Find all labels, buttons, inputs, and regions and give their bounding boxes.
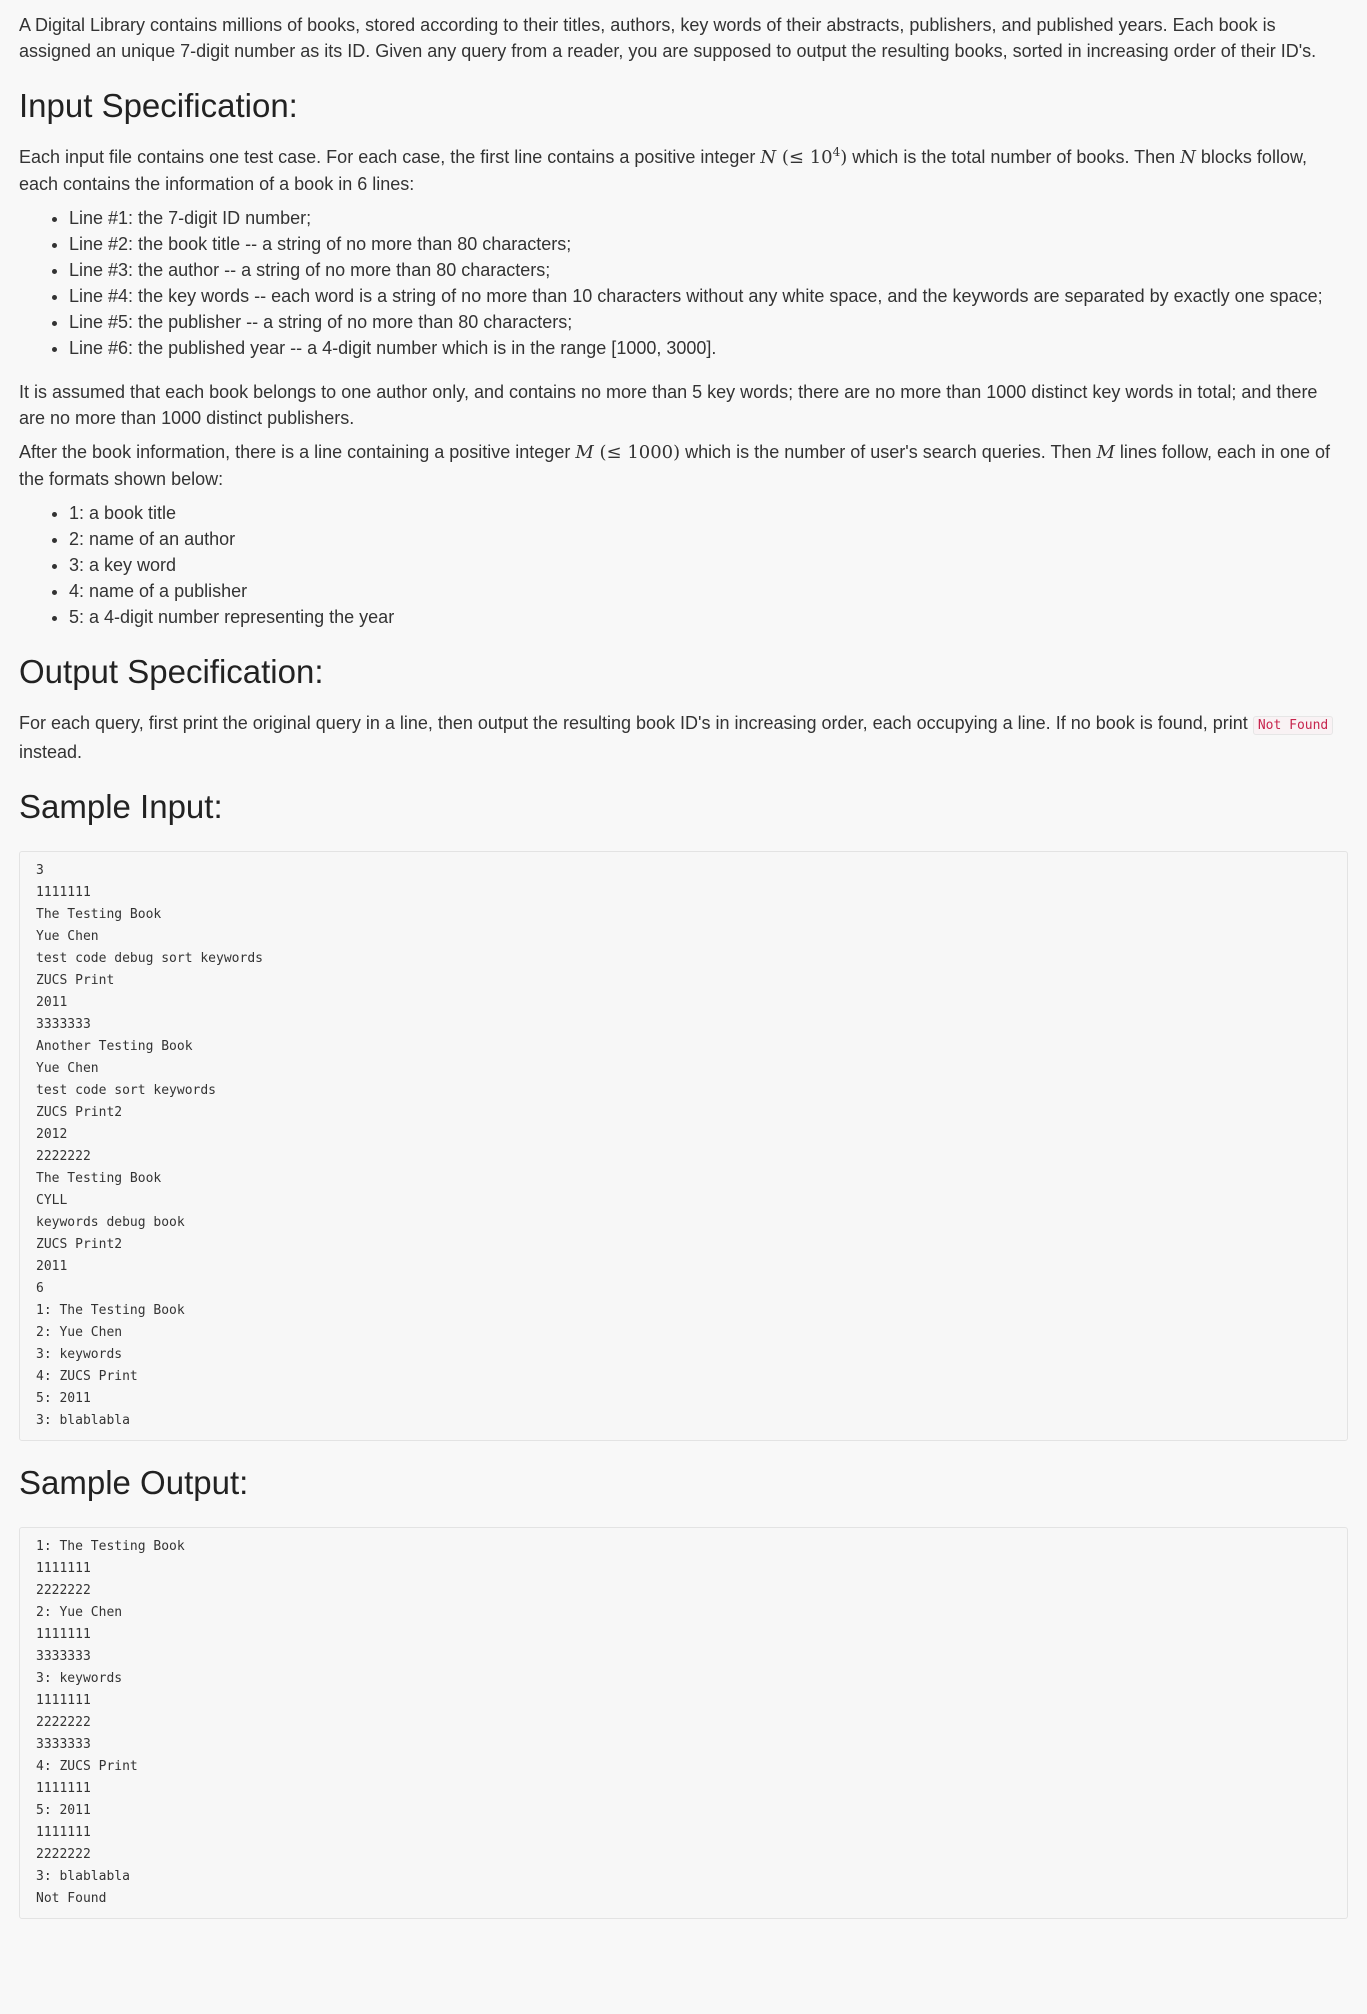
code-line: 2011 [36,995,68,1010]
code-line: 1111111 [36,1693,91,1708]
code-line: 3: blablabla [36,1413,130,1428]
assumption-paragraph: It is assumed that each book belongs to one author only, and contains no more than 5 key words; there are no more than 1000 distinct key words in total; and there are no more than 1000 distinct publishers. [19,382,1318,428]
list-item: • 1: a book title [69,500,1347,526]
code-line: keywords debug book [36,1215,185,1230]
not-found-code: Not Found [1253,716,1333,735]
sample-output-code [19,1527,1348,1919]
list-item: • 2: name of an author [69,526,1347,552]
query-formats-list [19,500,1347,630]
code-line: 2222222 [36,1847,91,1862]
query-paragraph: After the book information, there is a line containing a positive integer M (≤ 1000) which is the number of user's search queries. Then M lines follow, each in one of the formats shown below: [19,442,1331,489]
code-line: Not Found [36,1891,107,1906]
list-item: • Line #2: the book title -- a string of no more than 80 characters; [69,231,1347,257]
code-line: 3: keywords [36,1671,123,1686]
math-bound-m: (≤ 1000) [593,442,681,463]
input-spec-heading: Input Specification: [19,87,298,124]
code-line: 1111111 [36,1561,91,1576]
code-line: ZUCS Print2 [36,1105,123,1120]
code-line: 3333333 [36,1017,91,1032]
code-line: 1111111 [36,885,91,900]
output-spec-heading: Output Specification: [19,653,324,690]
code-line: 3 [36,863,44,878]
code-line: 2: Yue Chen [36,1325,123,1340]
code-line: ZUCS Print2 [36,1237,123,1252]
code-line: The Testing Book [36,1171,162,1186]
code-line: 4: ZUCS Print [36,1759,138,1774]
math-var-m: M [575,442,594,463]
output-spec-paragraph: For each query, first print the original query in a line, then output the resulting book ID's in increasing order, each occupying a line. If no book is found, print Not Found instead. [19,710,1347,765]
code-line: 1: The Testing Book [36,1539,185,1554]
code-line: 3: keywords [36,1347,123,1362]
math-bound-n: (≤ $10^4$) [776,145,848,168]
code-line: CYLL [36,1193,68,1208]
code-line: 2222222 [36,1149,91,1164]
book-lines-list [19,205,1347,361]
code-line: 3333333 [36,1649,91,1664]
code-line: 1111111 [36,1825,91,1840]
list-item: • Line #5: the publisher -- a string of no more than 80 characters; [69,309,1347,335]
code-line: Another Testing Book [36,1039,193,1054]
code-line: Yue Chen [36,1061,99,1076]
list-item: • Line #4: the key words -- each word is a string of no more than 10 characters without any white space, and the keywords are separated by exactly one space; [69,283,1347,309]
list-item: • 3: a key word [69,552,1347,578]
code-line: 1111111 [36,1781,91,1796]
code-line: test code debug sort keywords [36,951,263,966]
code-line: 3: blablabla [36,1869,130,1884]
sample-output-heading: Sample Output: [19,1464,249,1501]
code-line: ZUCS Print [36,973,115,988]
math-var-n: N [760,147,777,168]
list-item: • 5: a 4-digit number representing the year [69,604,1347,630]
code-line: test code sort keywords [36,1083,217,1098]
code-line: 5: 2011 [36,1803,91,1818]
code-line: 6 [36,1281,44,1296]
code-line: 1111111 [36,1627,91,1642]
code-line: 2011 [36,1259,68,1274]
list-item: • Line #6: the published year -- a 4-digit number which is in the range [1000, 3000]. [69,335,1347,361]
code-line: 2222222 [36,1715,91,1730]
input-spec-paragraph: Each input file contains one test case. For each case, the first line contains a positive integer N (≤ $10^4$) which is the total number of books. Then N blocks follow, each contains the information of a book in 6 lines: [19,145,1307,194]
sample-input-heading: Sample Input: [19,788,223,825]
code-line: 1: The Testing Book [36,1303,185,1318]
code-line: 4: ZUCS Print [36,1369,138,1384]
list-item: • Line #1: the 7-digit ID number; [69,205,1347,231]
code-line: 5: 2011 [36,1391,91,1406]
code-line: Yue Chen [36,929,99,944]
code-line: 2222222 [36,1583,91,1598]
sample-input-code [19,851,1348,1441]
code-line: 2: Yue Chen [36,1605,123,1620]
list-item: • Line #3: the author -- a string of no more than 80 characters; [69,257,1347,283]
math-var-m: M [1096,442,1115,463]
code-line: The Testing Book [36,907,162,922]
code-line: 3333333 [36,1737,91,1752]
problem-description: A Digital Library contains millions of books, stored according to their titles, authors, key words of their abstracts, publishers, and published years. Each book is assigned an unique 7-digit number as its ID. Given any query from a reader, you are supposed to output the resulting books, sorted in increasing order of their ID's. [19,15,1317,61]
math-var-n: N [1180,147,1196,168]
list-item: • 4: name of a publisher [69,578,1347,604]
code-line: 2012 [36,1127,68,1142]
